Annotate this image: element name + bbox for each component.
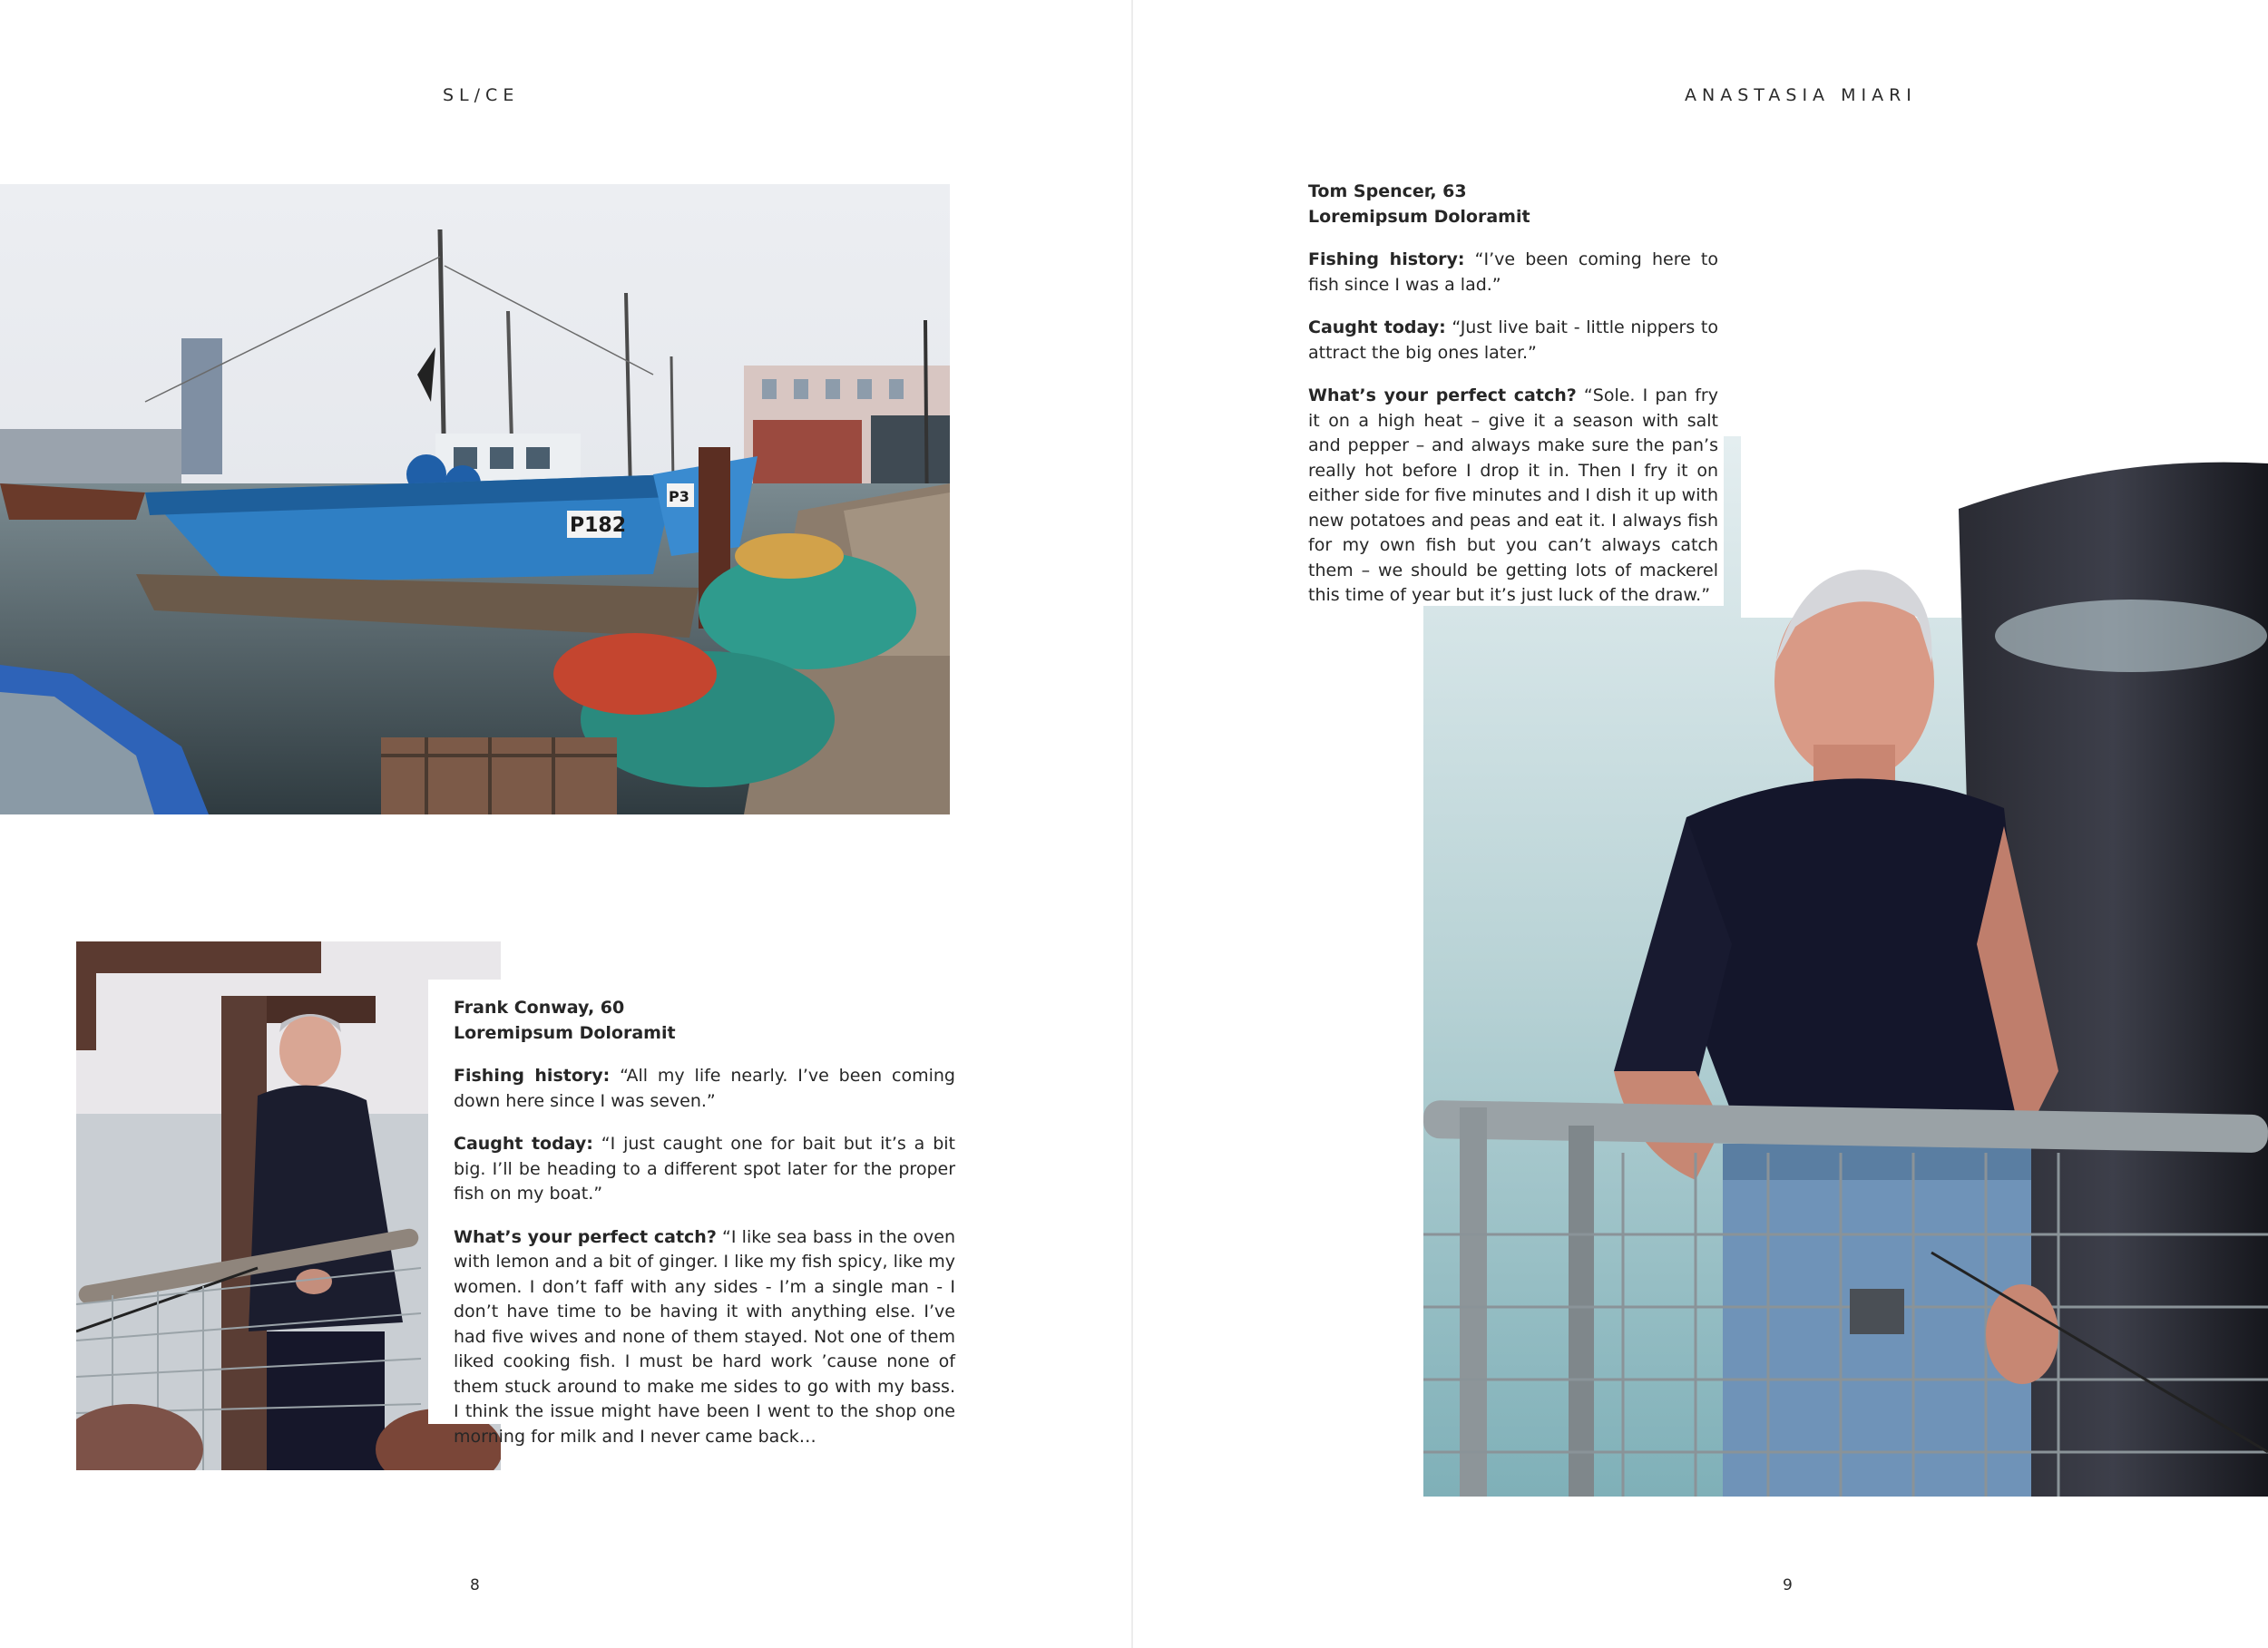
- tom-fishing-history-text: “I’ve been coming here to fish since I was a lad.”: [1308, 249, 1719, 295]
- tom-perfect-catch-text: “Sole. I pan fry it on a high heat – give it a season with salt and pepper – and always make sure the pan’s really hot before I drop it in. Then I fry it on either side for five minutes and I dish it up with new potatoes and peas and eat it. I always fish for my own fish but you can’t always catch them – we should be getting lots of mackerel this time of year but it’s just luck of the draw.”: [1308, 385, 1718, 605]
- frank-subtitle: Loremipsum Doloramit: [454, 1022, 676, 1043]
- tom-spencer-profile: [1308, 180, 1718, 627]
- tom-name: Tom Spencer, 63: [1308, 181, 1467, 201]
- tom-perfect-catch: [1308, 384, 1718, 609]
- running-head-right: ANASTASIA MIARI: [1685, 85, 1917, 105]
- tom-perfect-catch-label: What’s your perfect catch?: [1308, 385, 1577, 405]
- frank-heading: [454, 996, 955, 1046]
- frank-caught-today-text: “I just caught one for bait but it’s a bit big. I’ll be heading to a different spot later for the proper fish on my boat.”: [454, 1134, 955, 1204]
- frank-fishing-history: [454, 1064, 955, 1114]
- page-number-left: 8: [470, 1576, 480, 1594]
- frank-fishing-history-text: “All my life nearly. I’ve been coming down here since I was seven.”: [454, 1066, 955, 1111]
- frank-conway-profile: [454, 996, 955, 1468]
- frank-perfect-catch: [454, 1225, 955, 1450]
- page-number-right: 9: [1783, 1576, 1793, 1594]
- frank-name: Frank Conway, 60: [454, 998, 625, 1018]
- tom-fishing-history-label: Fishing history:: [1308, 249, 1465, 269]
- frank-perfect-catch-text: “I like sea bass in the oven with lemon and a bit of ginger. I like my fish spicy, like my women. I don’t faff with any sides - I’m a single man - I don’t have time to be having it with anything else. I’ve had five wives and none of them stayed. Not one of them liked cooking fish. I must be hard work ’cause none of them stuck around to make me sides to go with my bass. I think the issue might have been I went to the shop one morning for milk and I never came back…: [454, 1226, 955, 1447]
- frank-caught-today: [454, 1132, 955, 1207]
- harbour-photo: [0, 184, 950, 814]
- frank-fishing-history-label: Fishing history:: [454, 1066, 611, 1086]
- tom-fishing-history: [1308, 248, 1718, 297]
- running-head-left: SL/CE: [443, 85, 520, 105]
- tom-heading: [1308, 180, 1718, 229]
- boat-label-p3: P3: [669, 488, 689, 505]
- frank-caught-today-label: Caught today:: [454, 1134, 593, 1154]
- tom-caught-today-text: “Just live bait - little nippers to attract the big ones later.”: [1308, 317, 1718, 363]
- tom-caught-today: [1308, 316, 1718, 366]
- page-gutter: [1131, 0, 1133, 1648]
- tom-caught-today-label: Caught today:: [1308, 317, 1446, 337]
- tom-subtitle: Loremipsum Doloramit: [1308, 206, 1530, 227]
- boat-label-p182: P182: [570, 514, 627, 537]
- frank-perfect-catch-label: What’s your perfect catch?: [454, 1226, 717, 1247]
